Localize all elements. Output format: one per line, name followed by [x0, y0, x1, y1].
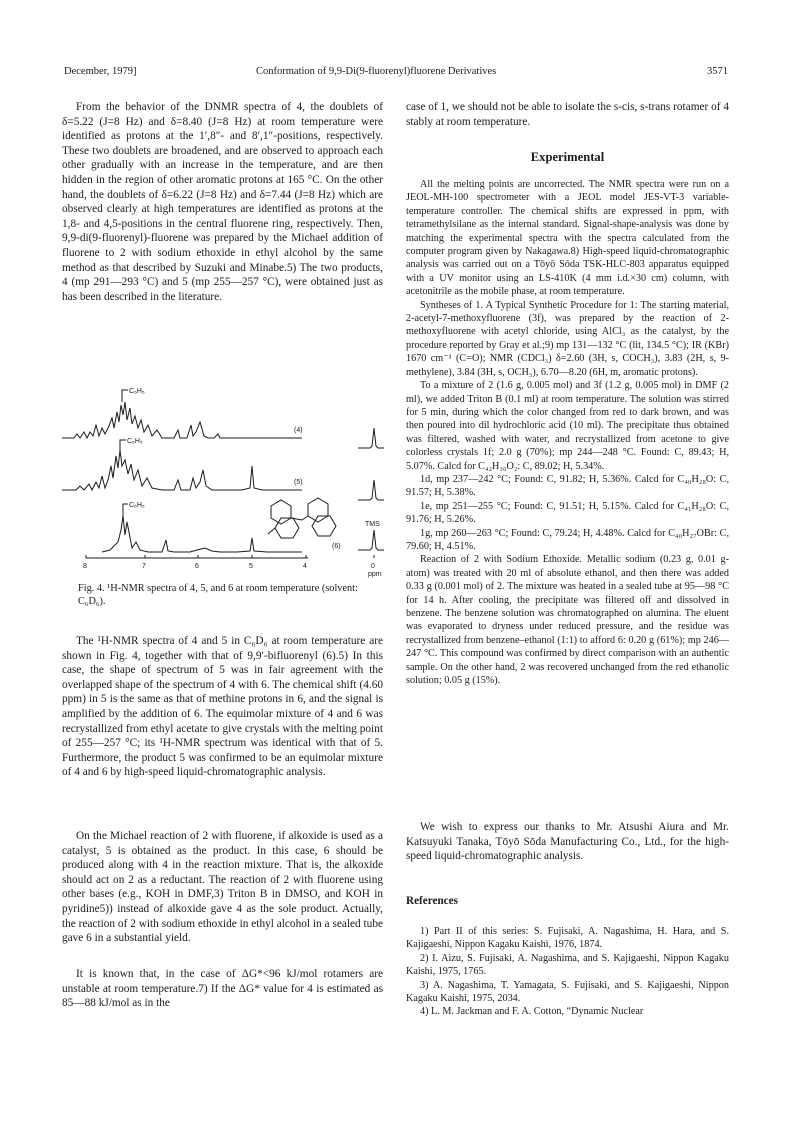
spectrum-trace-6: [102, 516, 302, 552]
tms-label: TMS: [365, 521, 380, 528]
spectrum-trace-4: [62, 402, 302, 438]
reference-item: 3) A. Nagashima, T. Yamagata, S. Fujisaki, and S. Kajigaeshi, Nippon Kagaku Kaishi, 1975, 2034.: [406, 979, 729, 1005]
experimental-paragraph-2: Syntheses of 1. A Typical Synthetic Procedure for 1: The starting material, 2-acetyl-7-methoxyfluorene (3f), was prepared by the reaction of 2-methoxyfluorene with acetyl chloride, using AlCl₃ as the catalyst, by the procedure reported by Gray et al.;9) mp 131—132 °C (lit, 134.5 °C); IR (KBr) 1670 cm⁻¹ (C=O); NMR (CDCl₃) δ=2.60 (3H, s, COCH₃), 3.83 (2H, s, 9-methylene), 3.84 (3H, s, OCH₃), 6.70—8.20 (6H, m, aromatic protons).: [406, 299, 729, 378]
ppm-axis: [86, 555, 374, 558]
right-paragraph-1: case of 1, we should not be able to isolate the s-cis, s-trans rotamer of 4 stably at room temperature.: [406, 101, 729, 128]
experimental-paragraph-1: All the melting points are uncorrected. The NMR spectra were run on a JEOL-MH-100 spectrometer with a JEOL model JES-VT-3 variable-temperature controller. The chemical shifts are expressed in ppm, with tetramethylsilane as the internal standard. Signal-shape-analysis was done by matching the experimental spectra with the spectra calculated from the computer program given by Nakagawa.8) High-speed liquid-chromatographic analysis was carried out on a Tōyō Sōda TSK-HLC-803 apparatus equipped with a UV monitor using an LS-410K (4 mm i.d.×30 cm) column, with acetonitrile as the mobile phase, at room temperature.: [406, 179, 729, 298]
reference-item: 4) L. M. Jackman and F. A. Cotton, “Dynamic Nuclear: [420, 1006, 644, 1018]
left-paragraph-1: From the behavior of the DNMR spectra of 4, the doublets of δ=5.22 (J=8 Hz) and δ=8.40 (J=8 Hz) at room temperature were identified as protons at the 1′,8″- and 8′,1″-positions, respectively. These two doublets are broadened, and are observed to approach each other gradually with an increase in the temperature, and are then hidden in the region of other aromatic protons at 165 °C. On the other hand, the doublets of δ=6.22 (J=8 Hz) and δ=7.44 (J=8 Hz) which are observed clearly at high temperatures are identified as protons at the 1,8- and 4,5-positions in the central fluorene ring, respectively. Then, 9,9-di(9-fluorenyl)-fluorene was prepared by the Michael addition of fluorene to 2 with sodium ethoxide in ethyl alcohol by the same method as that described by Suzuki and Minabe.5) The two products, 4 (mp 291—293 °C) and 5 (mp 255—257 °C), were obtained just as has been described in the literature.: [62, 101, 383, 303]
experimental-paragraph-5: 1e, mp 251—255 °C; Found: C, 91.51; H, 5.15%. Calcd for C₄₁H₂₈O: C, 91.76; H, 5.26%.: [406, 500, 729, 526]
experimental-paragraph-4: 1d, mp 237—242 °C; Found: C, 91.82; H, 5.36%. Calcd for C₄₀H₂₈O: C, 91.57; H, 5.38%.: [406, 473, 729, 499]
axis-tick-5: 5: [249, 563, 253, 570]
figure-caption: Fig. 4. ¹H-NMR spectra of 4, 5, and 6 at room temperature (solvent: C₆D₆).: [78, 583, 358, 608]
experimental-heading: Experimental: [530, 150, 605, 164]
left-paragraph-3: On the Michael reaction of 2 with fluorene, if alkoxide is used as a catalyst, 5 is obtained as the product. In this case, 6 should be produced along with 4 in the reaction mixture. That is, the alkoxide should act on 2 as a reductant. The reaction of 2 with fluorene using other bases (e.g., KOH in DMF,3) Triton B in DMSO, and KOH in pyridine5)) instead of alkoxide gave 4 as the sole product. Actually, the reaction of 2 with sodium ethoxide in ethyl alcohol in a sealed tube gave 6 in a substantial yield.: [62, 830, 383, 945]
bifluorenyl-structure: [268, 498, 336, 538]
experimental-paragraph-3: To a mixture of 2 (1.6 g, 0.005 mol) and 3f (1.2 g, 0.005 mol) in DMF (2 ml), we added Triton B (0.1 ml) at room temperature. The solution was stirred for 5 min, during which the color changed from red to dark brown, and was then poured into dil hydrochloric acid (10 ml). The precipitate thus obtained was filtered, washed with water, and recrystallized from acetone to give colorless crystals 1f; 2.0 g (70%); mp 244—248 °C. Found: C, 89.43; H, 5.07%. Calcd for C₄₂H₃₀O₂: C, 89.02; H, 5.34%.: [406, 380, 729, 472]
axis-tick-7: 7: [142, 563, 146, 570]
reference-item: 2) I. Aizu, S. Fujisaki, A. Nagashima, and S. Kajigaeshi, Nippon Kagaku Kaishi, 1975, 1765.: [406, 952, 729, 978]
nmr-spectra-figure: [62, 370, 384, 588]
axis-tick-8: 8: [83, 563, 87, 570]
left-paragraph-2: The ¹H-NMR spectra of 4 and 5 in C₆D₆ at room temperature are shown in Fig. 4, together with that of 9,9′-bifluorenyl (6).5) In this case, the shape of spectrum of 5 was in fair agreement with the overlapped shape of the spectrum of 4 with 6. The chemical shift (4.60 ppm) in 5 is the same as that of methine protons in 6, and the signal is amplified by the addition of 6. The equimolar mixture of 4 and 6 was recrystallized from ethyl acetate to give crystals with the melting point of 255—257 °C; its ¹H-NMR spectrum was identical with that of 5. Furthermore, the product 5 was confirmed to be an equimolar mixture of 4 and 6 by high-speed liquid-chromatographic analysis.: [62, 635, 383, 779]
peak-label-c6h5-4: C₆H₅: [129, 388, 145, 395]
experimental-section: [406, 178, 729, 687]
tms-peak-4: [358, 428, 384, 448]
header-page-number: 3571: [707, 66, 728, 77]
trace-label-4: (4): [294, 427, 303, 434]
axis-tick-6: 6: [195, 563, 199, 570]
tms-peak-6: [358, 530, 384, 550]
reference-item: 1) Part II of this series: S. Fujisaki, A. Nagashima, H. Hara, and S. Kajigaeshi, Nippon Kagaku Kaishi, 1976, 1874.: [406, 926, 729, 951]
header-title: Conformation of 9,9-Di(9-fluorenyl)fluorene Derivatives: [256, 66, 497, 77]
spectrum-trace-5: [62, 450, 302, 490]
left-paragraph-4: It is known that, in the case of ΔG*<96 kJ/mol rotamers are unstable at room temperature.7) If the ΔG* value for 4 is estimated as 85—88 kJ/mol as in the: [62, 968, 383, 1010]
axis-tick-4: 4: [303, 563, 307, 570]
peak-label-c6h5-6: C₆H₅: [129, 502, 145, 509]
tms-peak-5: [358, 480, 384, 500]
references-heading: References: [406, 895, 458, 907]
running-header: [64, 66, 728, 80]
experimental-paragraph-6: 1g, mp 260—263 °C; Found: C, 79.24; H, 4.48%. Calcd for C₄₀H₂₇OBr: C, 79.60; H, 4.51%.: [406, 527, 729, 552]
peak-label-c6h5-5: C₆H₅: [127, 438, 143, 445]
acknowledgement: We wish to express our thanks to Mr. Atsushi Aiura and Mr. Katsuyuki Tanaka, Tōyō Sōda Manufacturing Co., Ltd., for the high-speed liquid-chromatographic analysis.: [406, 821, 729, 863]
axis-tick-0: 0: [371, 563, 375, 570]
trace-label-5: (5): [294, 479, 303, 486]
trace-label-6: (6): [332, 543, 341, 550]
axis-unit: ppm: [368, 571, 382, 578]
header-date: December, 1979]: [64, 66, 137, 77]
experimental-paragraph-7: Reaction of 2 with Sodium Ethoxide. Metallic sodium (0.23 g, 0.01 g-atom) was treated with 20 ml of absolute ethanol, and then there was added 0.33 g (0.001 mol) of 2. The mixture was heated in a sealed tube at 95—98 °C for 14 h. After cooling, the precipitate was filtered off and dissolved in benzene. The benzene solution was chromatographed on alumina. The eluent was evaporated to dryness under reduced pressure, and the residue was recrystallized from benzene–ethanol (1:1) to afford 6: 0.20 g (61%); mp 246—247 °C. This compound was confirmed by direct comparison with an authentic sample. On the other hand, 2 was recovered unchanged from the red ethanolic solution; 0.05 g (15%).: [406, 554, 729, 687]
references-list: [406, 925, 729, 1019]
